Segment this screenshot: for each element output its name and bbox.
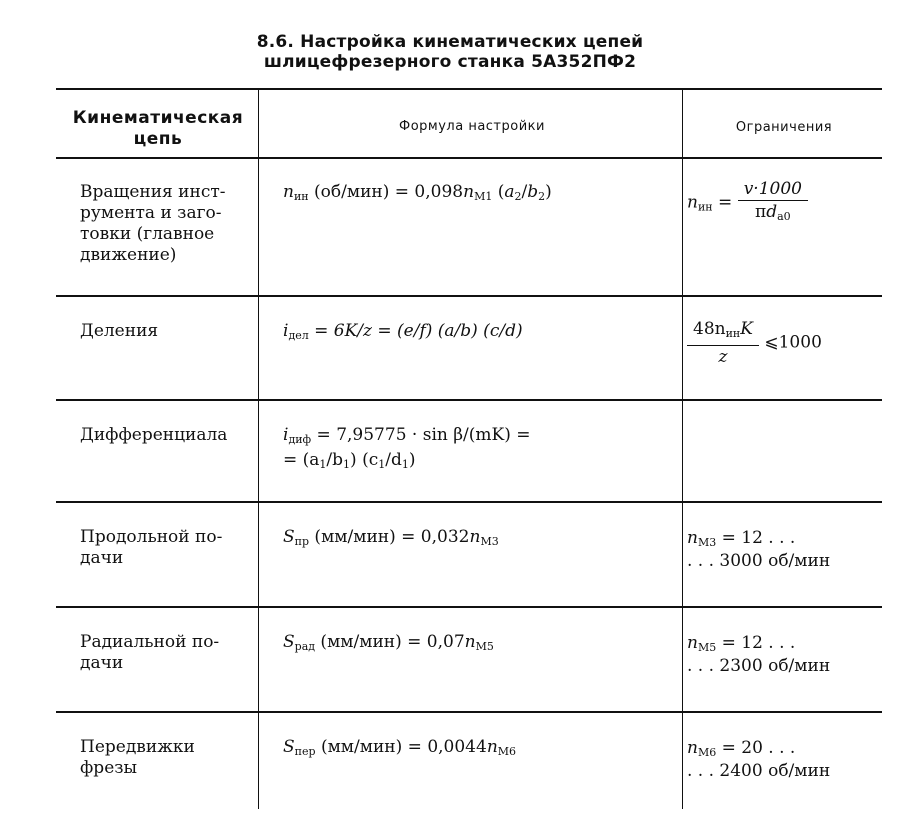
row-rule-4 — [56, 606, 882, 608]
row-5-formula: $S_{рад}$ $(мм/мин) = 0,07n_{M5}$ — [283, 632, 494, 653]
row-4-formula: $S_{пр}$ $(мм/мин) = 0,032n_{M3}$ — [283, 527, 499, 548]
row-5-chain-line1: Радиальной по- — [80, 632, 220, 652]
row-rule-5 — [56, 711, 882, 713]
table-title-line2: шлицефрезерного станка 5А352ПФ2 — [263, 52, 637, 72]
row-4-chain-line1: Продольной по- — [80, 527, 223, 547]
row-1-limit-fraction: $\frac{v\cdot 1000}{\pi d_{a0}}$ — [738, 178, 808, 228]
table-top-rule — [56, 88, 882, 90]
row-2-chain — [80, 321, 158, 342]
row-5-chain-line2: дачи — [80, 653, 124, 673]
header-formula: Формула настройки — [399, 119, 545, 134]
row-1-chain-line2: румента и заго- — [80, 203, 222, 223]
row-2-chain-line1: Деления — [80, 321, 159, 341]
row-1-chain-line4: движение) — [80, 245, 177, 265]
row-5-limit: $n_{M5} = 12$ . . . . . . 2300 об/мин — [687, 633, 831, 676]
row-2-formula: $i_{дел} = 6K/z = (e/f)$ (a/b) (c/d) — [283, 321, 523, 342]
header-chain-line1: Кинематическая — [72, 108, 244, 128]
row-1-chain-line1: Вращения инст- — [80, 182, 226, 202]
row-3-formula: $i_{диф} = 7,95775 \cdot \sin \beta/(mK)$ = = $(a_1/b_1)$ $(c_1/d_1)$ — [283, 425, 531, 471]
row-6-limit: $n_{M6} = 20$ . . . . . . 2400 об/мин — [687, 738, 831, 781]
row-rule-2 — [56, 399, 882, 401]
header-bottom-rule — [56, 157, 882, 159]
table-title-line1: 8.6. Настройка кинематических цепей — [256, 32, 644, 52]
header-chain-line2: цепь — [133, 129, 183, 149]
row-2-limit-fraction: $\frac{48n_{ин}K}{z}$ — [687, 318, 759, 368]
header-limits: Ограничения — [735, 120, 833, 135]
row-1-limit: $n_{ин}$ = $\frac{v\cdot 1000}{\pi d_{a0}}$ — [687, 178, 808, 228]
row-6-chain-line2: фрезы — [80, 758, 138, 778]
column-rule-2 — [682, 89, 683, 809]
table-title — [0, 32, 900, 72]
row-4-limit: $n_{M3} = 12$ . . . . . . 3000 об/мин — [687, 528, 831, 571]
row-4-chain — [80, 527, 250, 569]
column-rule-1 — [258, 89, 259, 809]
row-6-chain — [80, 737, 250, 779]
row-6-chain-line1: Передвижки — [80, 737, 195, 757]
row-3-chain — [80, 425, 227, 446]
row-2-limit: $\frac{48n_{ин}K}{z}$ ⩽1000 — [687, 318, 822, 368]
row-1-chain-line3: товки (главное — [80, 224, 215, 244]
row-rule-1 — [56, 295, 882, 297]
header-chain — [70, 108, 246, 150]
row-4-chain-line2: дачи — [80, 548, 124, 568]
row-6-formula: $S_{пер}$ $(мм/мин) = 0,0044n_{M6}$ — [283, 737, 517, 758]
row-3-chain-line1: Дифференциала — [80, 425, 228, 445]
row-rule-3 — [56, 501, 882, 503]
row-1-chain — [80, 182, 250, 266]
row-5-chain — [80, 632, 250, 674]
row-1-formula: $n_{ин}$ $(об/мин) = 0,098n_{M1}$ $(a_2/b_2)$ — [283, 182, 552, 203]
